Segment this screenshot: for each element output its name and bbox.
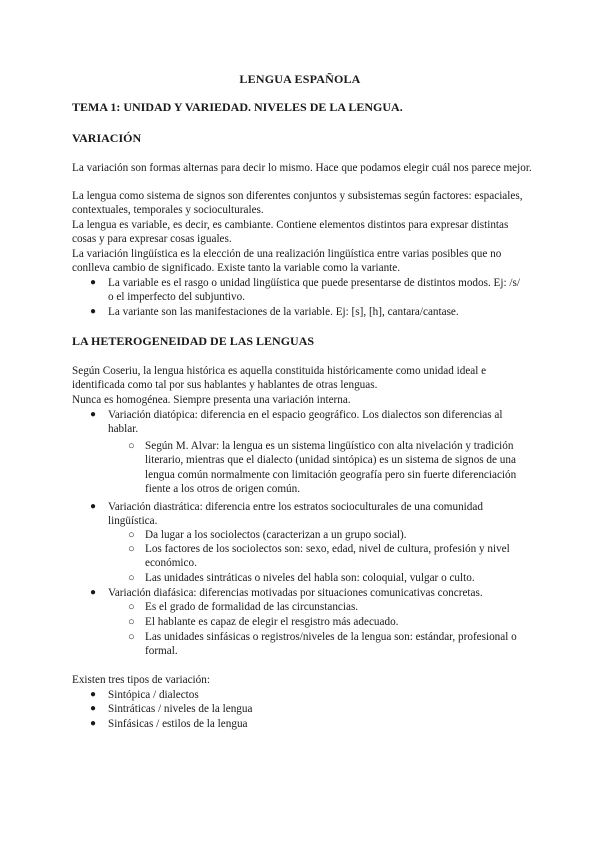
list-item: ● Variación diatópica: diferencia en el espacio geográfico. Los dialectos son diferencias al hablar. [90,409,503,436]
list-item: ● La variable es el rasgo o unidad lingüística que puede presentarse de distintos modos. Ej: /s/ o el imperfecto del subjuntivo. [90,277,520,304]
bullet-icon: ● [90,277,97,288]
sub-list-item: ○ Las unidades sintráticas o niveles del habla son: coloquial, vulgar o culto. [128,572,475,584]
paragraph: La variación son formas alternas para decir lo mismo. Hace que podamos elegir cuál nos parece mejor. [72,162,532,174]
sub-list-item: ○ Según M. Alvar: la lengua es un sistema lingüístico con alta nivelación y tradición literario, mientras que el dialecto (unidad sintópica) es un sistema de signos de una lengua común normalmente con limitación geografía pero sin fuerte diferenciación fiente a los otros de origen común. [128,440,517,495]
circle-bullet-icon: ○ [128,601,135,613]
bullet-icon: ● [90,689,97,700]
sub-list-item: ○ Los factores de los sociolectos son: sexo, edad, nivel de cultura, profesión y nivel económico. [128,543,510,570]
paragraph: La lengua como sistema de signos son diferentes conjuntos y subsistemas según factores: espaciales, contextuales, temporales y socioculturales. [72,190,523,217]
sub-list-item: ○ El hablante es capaz de elegir el resgistro más adecuado. [128,616,399,628]
circle-bullet-icon: ○ [128,616,135,628]
list-item: ● La variante son las manifestaciones de la variable. Ej: [s], [h], cantara/cantase. [90,306,459,318]
bullet-icon: ● [90,703,97,714]
circle-bullet-icon: ○ [128,631,135,643]
circle-bullet-icon: ○ [128,572,135,584]
section-heading-heterogeneidad: LA HETEROGENEIDAD DE LAS LENGUAS [72,334,315,348]
paragraph: Existen tres tipos de variación: [72,674,210,686]
tema-heading: TEMA 1: UNIDAD Y VARIEDAD. NIVELES DE LA LENGUA. [72,100,403,114]
bullet-icon: ● [90,501,97,512]
sub-list-item: ○ Da lugar a los sociolectos (caracterizan a un grupo social). [128,529,407,541]
sub-list-item: ○ Las unidades sinfásicas o registros/niveles de la lengua son: estándar, profesional o formal. [128,631,517,658]
bullet-icon: ● [90,409,97,420]
list-item: ● Sinfásicas / estilos de la lengua [90,718,248,730]
paragraph: La variación lingüística es la elección de una realización lingüística entre varias posibles que no conlleva cambio de significado. Existe tanto la variable como la variante. [72,248,502,275]
document-title: LENGUA ESPAÑOLA [239,72,361,86]
list-item: ● Sintópica / dialectos [90,689,199,701]
sub-list-item: ○ Es el grado de formalidad de las circunstancias. [128,601,359,613]
circle-bullet-icon: ○ [128,440,135,452]
bullet-icon: ● [90,306,97,317]
bullet-icon: ● [90,587,97,598]
list-item: ● Variación diafásica: diferencias motivadas por situaciones comunicativas concretas. [90,587,483,599]
list-item: ● Sintráticas / niveles de la lengua [90,703,253,715]
bullet-icon: ● [90,718,97,729]
paragraph: Según Coseriu, la lengua histórica es aquella constituida históricamente como unidad ideal e identificada como tal por sus hablantes y hablantes de otras lenguas. [72,365,487,392]
circle-bullet-icon: ○ [128,543,135,555]
paragraph: La lengua es variable, es decir, es cambiante. Contiene elementos distintos para expresar distintas cosas y para expresar cosas iguales. [72,219,509,246]
section-heading-variacion: VARIACIÓN [72,131,142,145]
list-item: ● Variación diastrática: diferencia entre los estratos socioculturales de una comunidad lingüística. [90,501,483,528]
paragraph: Nunca es homogénea. Siempre presenta una variación interna. [72,394,351,406]
circle-bullet-icon: ○ [128,529,135,541]
